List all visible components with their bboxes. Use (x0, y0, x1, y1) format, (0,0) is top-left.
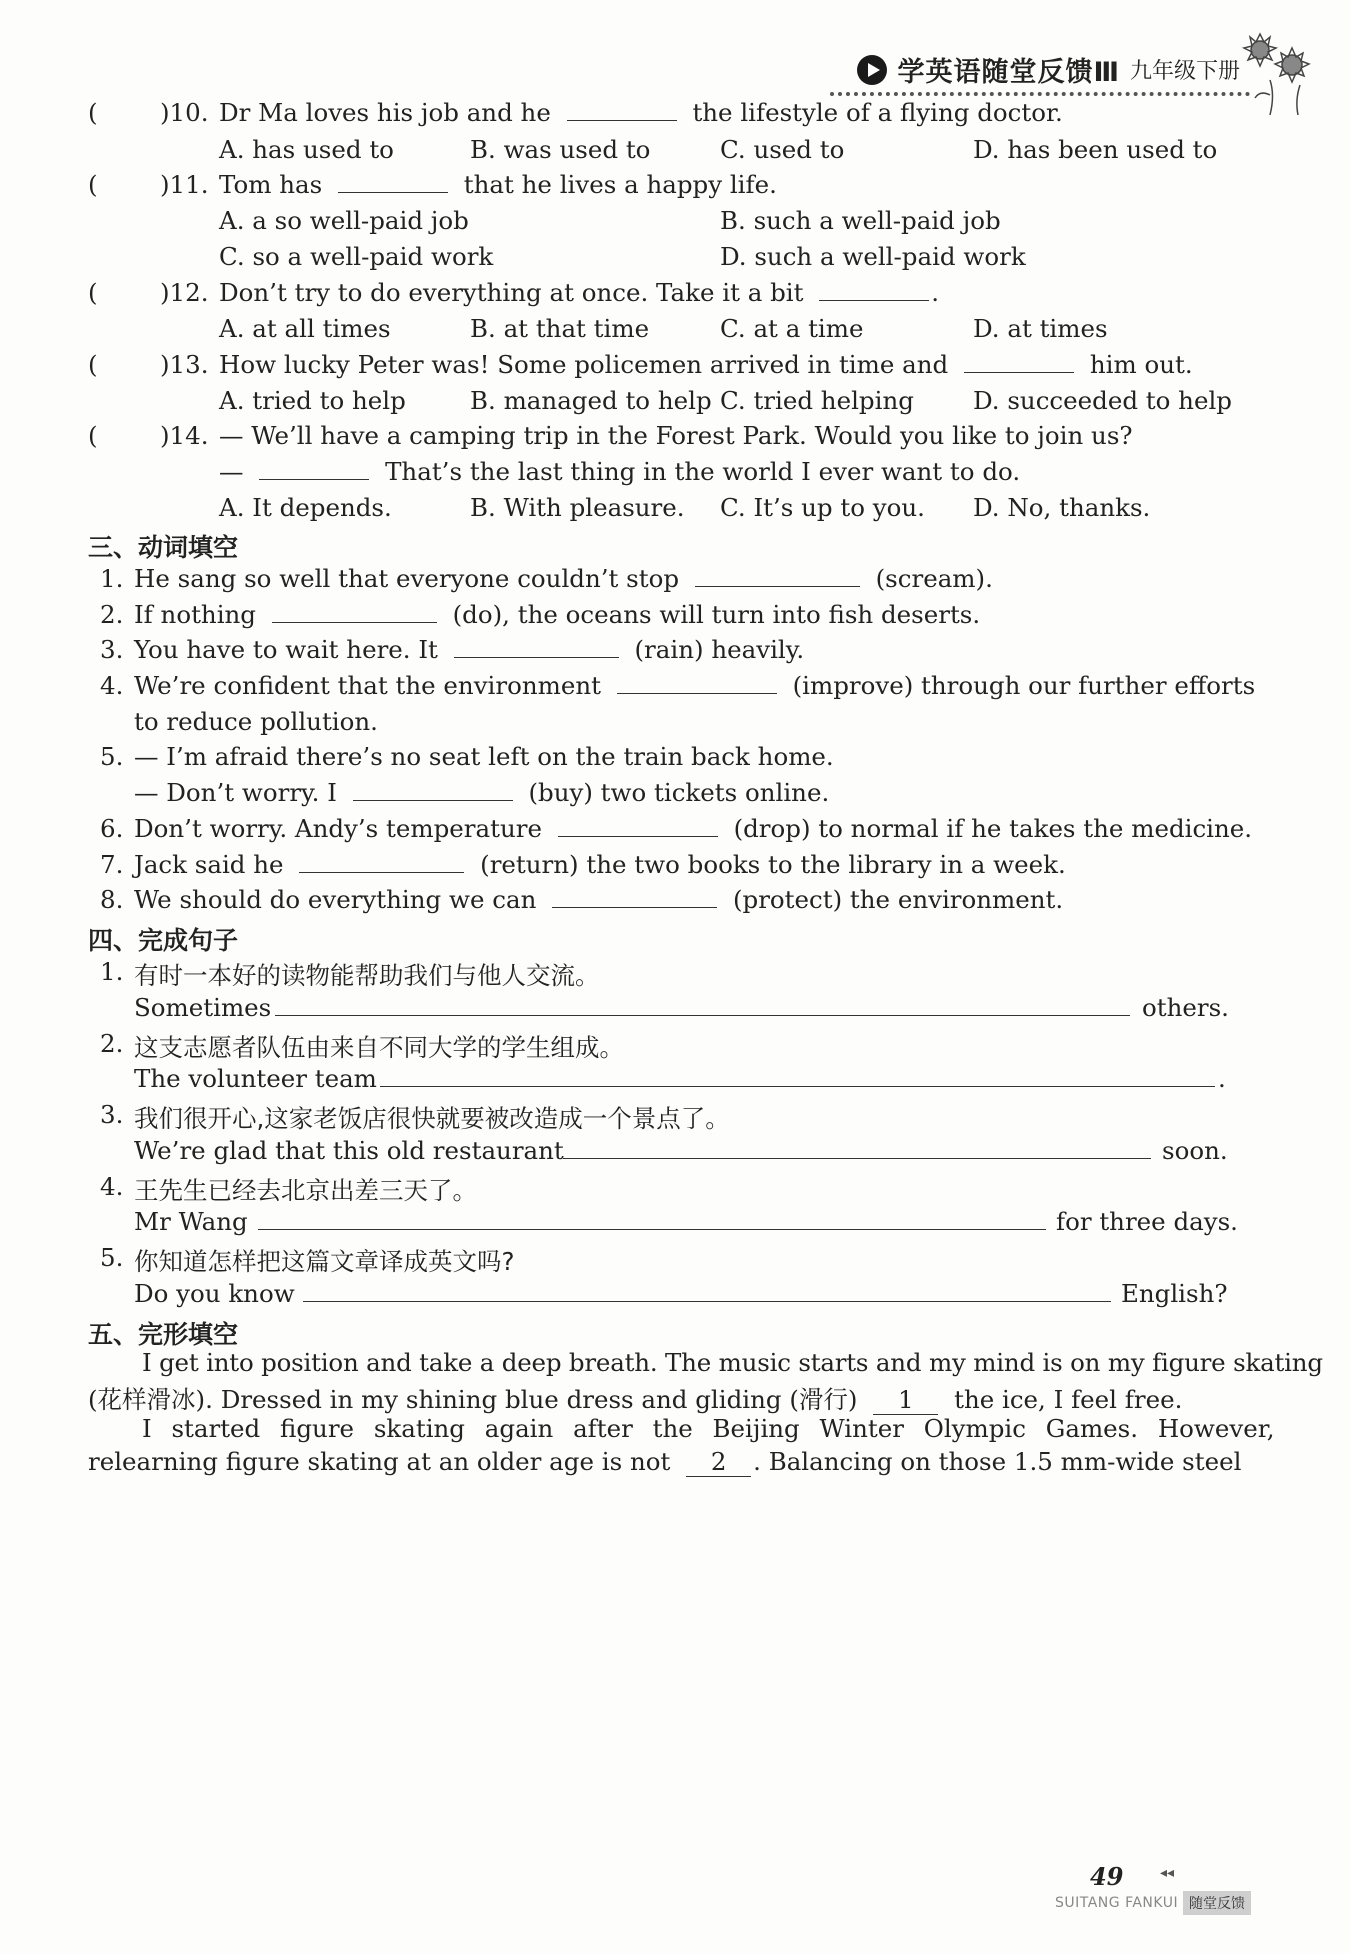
option-b[interactable]: B. managed to help (470, 386, 712, 415)
item-text: You have to wait here. It (134, 635, 438, 664)
item-number: 8. (100, 885, 124, 914)
question-number: )12. (160, 278, 209, 307)
item-number: 1. (100, 957, 124, 986)
header-title: 学英语随堂反馈Ⅲ (897, 57, 1120, 88)
option-d[interactable]: D. such a well-paid work (720, 242, 1026, 271)
verb-blank[interactable] (454, 635, 619, 658)
footer-badge: 随堂反馈 (1183, 1891, 1251, 1915)
option-d[interactable]: D. No, thanks. (973, 493, 1151, 522)
section-title-cloze: 五、完形填空 (88, 1320, 239, 1349)
reply-text: That’s the last thing in the world I ever want to do. (385, 457, 1021, 486)
answer-blank[interactable] (819, 278, 929, 301)
chinese-prompt: 我们很开心,这家老饭店很快就要被改造成一个景点了。 (134, 1104, 730, 1133)
page-header (857, 50, 1240, 89)
answer-paren[interactable]: ( (88, 421, 98, 450)
option-c[interactable]: C. at a time (720, 314, 864, 343)
option-b[interactable]: B. was used to (470, 135, 651, 164)
cloze-text: (花样滑冰). Dressed in my shining blue dress and gliding (滑行) (88, 1385, 858, 1414)
item-text: He sang so well that everyone couldn’t stop (134, 564, 680, 593)
item-hint: (protect) the environment. (732, 885, 1064, 914)
item-number: 4. (100, 1172, 124, 1201)
option-c[interactable]: C. tried helping (720, 386, 914, 415)
section-title-verb-fill: 三、动词填空 (88, 533, 239, 562)
option-a[interactable]: A. It depends. (219, 493, 392, 522)
item-hint: (improve) through our further efforts (792, 671, 1256, 700)
sentence-blank[interactable] (380, 1064, 1215, 1087)
sentence-start: Mr Wang (134, 1207, 248, 1236)
answer-blank[interactable] (964, 350, 1074, 373)
sentence-blank[interactable] (563, 1136, 1151, 1159)
answer-paren[interactable]: ( (88, 98, 98, 127)
item-number: 6. (100, 814, 124, 843)
item-number: 5. (100, 742, 124, 771)
cloze-text: I started figure skating again after the Beijing Winter Olympic Games. However, (142, 1414, 1275, 1443)
item-number: 5. (100, 1243, 124, 1272)
question-number: )13. (160, 350, 209, 379)
item-text: to reduce pollution. (134, 707, 378, 736)
question-number: )11. (160, 170, 209, 199)
option-d[interactable]: D. has been used to (973, 135, 1218, 164)
option-a[interactable]: A. has used to (219, 135, 394, 164)
cloze-text: I get into position and take a deep breath. The music starts and my mind is on my figure skating (142, 1348, 1323, 1377)
sentence-blank[interactable] (275, 993, 1130, 1016)
answer-blank[interactable] (259, 457, 369, 480)
question-number: )10. (160, 98, 209, 127)
answer-paren[interactable]: ( (88, 170, 98, 199)
cloze-text: the ice, I feel free. (954, 1385, 1183, 1414)
sentence-end: . (1218, 1064, 1226, 1093)
question-stem-end: . (931, 278, 940, 307)
question-stem-end: that he lives a happy life. (463, 170, 777, 199)
verb-blank[interactable] (299, 850, 464, 873)
reply-dash: — (219, 457, 244, 486)
page-number: 49 (1090, 1862, 1124, 1891)
answer-blank[interactable] (338, 170, 448, 193)
sentence-end: English? (1121, 1279, 1228, 1308)
item-number: 7. (100, 850, 124, 879)
option-c[interactable]: C. It’s up to you. (720, 493, 925, 522)
cloze-text: relearning figure skating at an older age is not (88, 1447, 671, 1476)
option-d[interactable]: D. succeeded to help (973, 386, 1232, 415)
item-hint: (buy) two tickets online. (528, 778, 830, 807)
sentence-start: Sometimes (134, 993, 272, 1022)
sentence-end: for three days. (1056, 1207, 1238, 1236)
item-text: We’re confident that the environment (134, 671, 601, 700)
item-hint: (drop) to normal if he takes the medicine. (733, 814, 1253, 843)
sentence-blank[interactable] (303, 1279, 1111, 1302)
verb-blank[interactable] (552, 885, 717, 908)
arrow-left-icon: ◂◂ (1160, 1865, 1175, 1881)
option-b[interactable]: B. With pleasure. (470, 493, 685, 522)
item-text: Don’t worry. Andy’s temperature (134, 814, 542, 843)
question-stem-end: the lifestyle of a flying doctor. (692, 98, 1063, 127)
option-a[interactable]: A. a so well-paid job (219, 206, 469, 235)
verb-blank[interactable] (558, 814, 718, 837)
header-subtitle: 九年级下册 (1129, 59, 1240, 84)
question-stem-end: him out. (1089, 350, 1193, 379)
question-stem: Don’t try to do everything at once. Take it a bit (219, 278, 804, 307)
section-title-complete-sentences: 四、完成句子 (88, 926, 239, 955)
item-text: If nothing (134, 600, 256, 629)
item-text: Jack said he (134, 850, 284, 879)
option-b[interactable]: B. at that time (470, 314, 650, 343)
cloze-blank-1[interactable]: 1 (873, 1385, 938, 1415)
item-number: 3. (100, 1100, 124, 1129)
question-stem: Tom has (219, 170, 323, 199)
sentence-blank[interactable] (258, 1207, 1046, 1230)
item-text: We should do everything we can (134, 885, 537, 914)
sentence-end: others. (1142, 993, 1229, 1022)
sentence-start: The volunteer team (134, 1064, 377, 1093)
item-hint: (do), the oceans will turn into fish deserts. (452, 600, 981, 629)
chinese-prompt: 王先生已经去北京出差三天了。 (134, 1176, 477, 1205)
verb-blank[interactable] (617, 671, 777, 694)
item-number: 2. (100, 600, 124, 629)
answer-paren[interactable]: ( (88, 278, 98, 307)
item-text: — I’m afraid there’s no seat left on the train back home. (134, 742, 834, 771)
question-stem: How lucky Peter was! Some policemen arrived in time and (219, 350, 949, 379)
item-number: 2. (100, 1029, 124, 1058)
sunflower-decoration-icon (1230, 20, 1325, 120)
chinese-prompt: 有时一本好的读物能帮助我们与他人交流。 (134, 961, 600, 990)
sentence-end: soon. (1162, 1136, 1228, 1165)
cloze-blank-2[interactable]: 2 (686, 1447, 751, 1477)
item-hint: (return) the two books to the library in a week. (480, 850, 1066, 879)
item-text: — Don’t worry. I (134, 778, 337, 807)
header-divider (830, 92, 1250, 96)
answer-blank[interactable] (567, 98, 677, 121)
option-a[interactable]: A. tried to help (219, 386, 406, 415)
question-stem: Dr Ma loves his job and he (219, 98, 551, 127)
option-d[interactable]: D. at times (973, 314, 1108, 343)
chinese-prompt: 你知道怎样把这篇文章译成英文吗? (134, 1247, 515, 1276)
sentence-start: Do you know (134, 1279, 295, 1308)
option-b[interactable]: B. such a well-paid job (720, 206, 1001, 235)
item-hint: (rain) heavily. (634, 635, 805, 664)
play-icon (857, 55, 887, 85)
item-number: 3. (100, 635, 124, 664)
sentence-start: We’re glad that this old restaurant (134, 1136, 564, 1165)
footer-brand: SUITANG FANKUI (1055, 1895, 1179, 1911)
item-number: 4. (100, 671, 124, 700)
option-a[interactable]: A. at all times (219, 314, 391, 343)
item-hint: (scream). (875, 564, 993, 593)
option-c[interactable]: C. so a well-paid work (219, 242, 494, 271)
question-stem: — We’ll have a camping trip in the Forest Park. Would you like to join us? (219, 421, 1133, 450)
chinese-prompt: 这支志愿者队伍由来自不同大学的学生组成。 (134, 1033, 624, 1062)
answer-paren[interactable]: ( (88, 350, 98, 379)
cloze-text: . Balancing on those 1.5 mm-wide steel (753, 1447, 1242, 1476)
verb-blank[interactable] (695, 564, 860, 587)
verb-blank[interactable] (272, 600, 437, 623)
verb-blank[interactable] (353, 778, 513, 801)
item-number: 1. (100, 564, 124, 593)
option-c[interactable]: C. used to (720, 135, 845, 164)
question-number: )14. (160, 421, 209, 450)
